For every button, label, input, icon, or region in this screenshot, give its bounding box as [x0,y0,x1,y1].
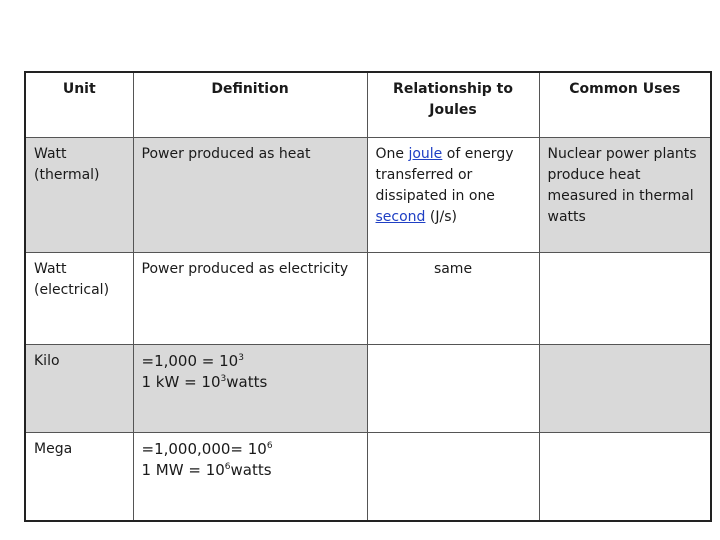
cell-relationship [367,433,539,521]
cell-definition [133,345,367,433]
definition-text: =1,000,000= 10 [141,440,267,458]
relationship-prefix: One [375,146,409,162]
definition-text: 1 MW = 10 [141,461,225,479]
cell-relationship [367,138,539,253]
relationship-suffix: (J/s) [425,209,457,225]
header-common-uses: Common Uses [539,72,711,138]
definition-text: watts [226,373,268,391]
definition-text: watts [230,461,272,479]
header-relationship: Relationship to Joules [367,72,539,138]
second-link[interactable]: second [375,209,426,225]
exponent: 3 [238,353,244,363]
cell-relationship [367,345,539,433]
cell-unit: Mega [25,433,133,521]
cell-unit: Kilo [25,345,133,433]
cell-unit: Watt (thermal) [25,138,133,253]
power-units-table [24,71,712,522]
header-definition: Definition [133,72,367,138]
definition-line [142,372,359,393]
joule-link[interactable]: joule [408,146,443,162]
table-row [25,253,711,345]
cell-relationship: same [367,253,539,345]
cell-common-uses [539,253,711,345]
cell-unit: Watt (electrical) [25,253,133,345]
cell-common-uses [539,345,711,433]
table-row [25,138,711,253]
table-row [25,345,711,433]
definition-line [142,439,359,460]
cell-definition [133,433,367,521]
cell-definition: Power produced as heat [133,138,367,253]
definition-line [142,460,359,481]
definition-text: =1,000 = 10 [141,352,239,370]
table-header-row [25,72,711,138]
cell-common-uses [539,433,711,521]
table-row [25,433,711,521]
definition-text: 1 kW = 10 [141,373,221,391]
table-container [24,71,710,518]
header-unit: Unit [25,72,133,138]
relationship-middle: of energy transferred or dissipated in one [375,146,514,204]
cell-common-uses: Nuclear power plants produce heat measured in thermal watts [539,138,711,253]
exponent: 3 [220,374,227,384]
cell-definition: Power produced as electricity [133,253,367,345]
exponent: 6 [266,441,273,451]
exponent: 6 [224,462,231,472]
definition-line [142,351,359,372]
